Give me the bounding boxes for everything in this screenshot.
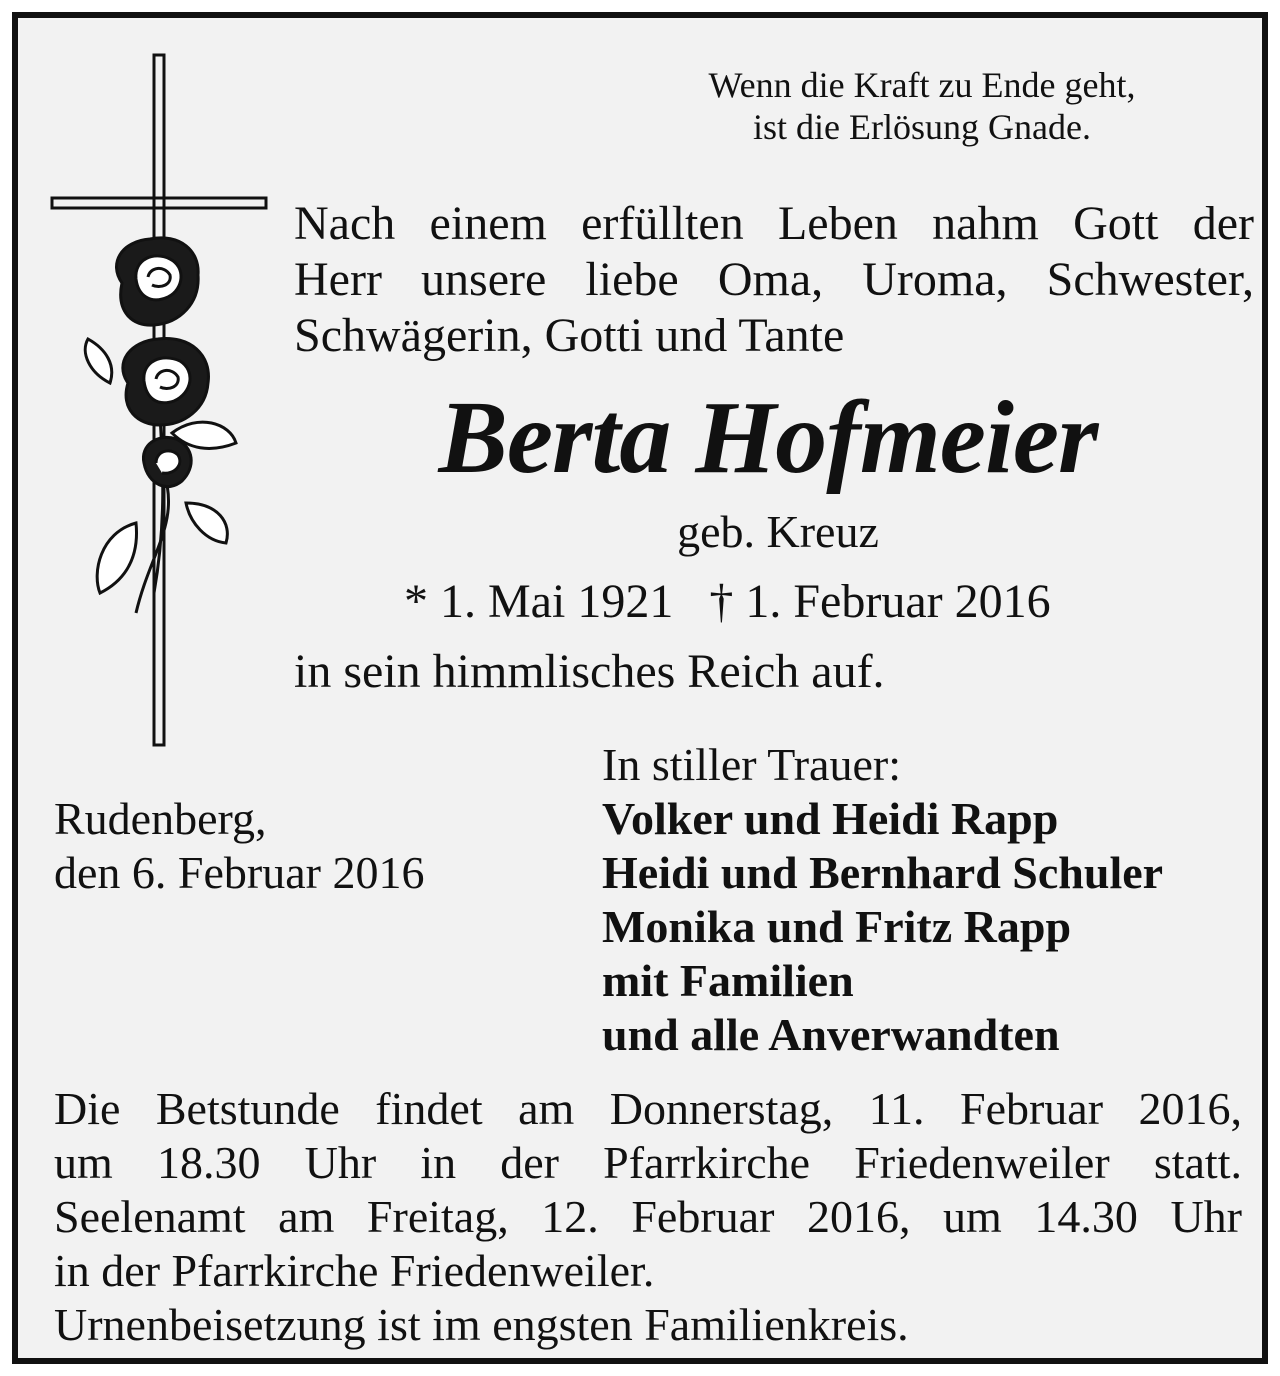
mourner-name: und alle Anverwandten (602, 1009, 1060, 1060)
mourners-heading: In stiller Trauer: (602, 739, 901, 790)
motto (642, 64, 1202, 148)
date-line: den 6. Februar 2016 (54, 847, 425, 898)
service-line: in der Pfarrkirche Friedenweiler. (54, 1245, 655, 1296)
intro-line: Nach einem erfüllten Leben nahm Gott der (294, 197, 1254, 250)
mourner-name: Volker und Heidi Rapp (602, 793, 1059, 844)
place-line: Rudenberg, (54, 793, 267, 844)
intro-line: Herr unsere liebe Oma, Uroma, Schwester, (294, 253, 1254, 306)
mourner-name: mit Familien (602, 955, 854, 1006)
intro-text (294, 196, 1254, 364)
birth-date: * 1. Mai 1921 (404, 575, 674, 628)
service-line: Urnenbeisetzung ist im engsten Familienkreis. (54, 1299, 909, 1350)
cross-with-roses-icon (50, 53, 290, 753)
birth-name: geb. Kreuz (677, 506, 879, 557)
death-date: † 1. Februar 2016 (709, 575, 1051, 628)
motto-line: Wenn die Kraft zu Ende geht, (708, 65, 1136, 105)
intro-line: Schwägerin, Gotti und Tante (294, 309, 845, 362)
mourner-name: Heidi und Bernhard Schuler (602, 847, 1164, 898)
service-info (54, 1082, 1242, 1352)
service-line: um 18.30 Uhr in der Pfarrkirche Friedenweiler statt. (54, 1137, 1242, 1188)
place-and-date (54, 792, 424, 900)
rose-icon (85, 238, 236, 613)
outro-text: in sein himmlisches Reich auf. (294, 645, 885, 698)
mourners-block (602, 738, 1163, 1062)
deceased-name: Berta Hofmeier (438, 380, 1098, 495)
motto-line: ist die Erlösung Gnade. (753, 107, 1091, 147)
obituary-notice (12, 12, 1268, 1364)
service-line: Die Betstunde findet am Donnerstag, 11. Februar 2016, (54, 1083, 1242, 1134)
life-dates (404, 574, 1051, 630)
service-line: Seelenamt am Freitag, 12. Februar 2016, um 14.30 Uhr (54, 1191, 1242, 1242)
mourner-name: Monika und Fritz Rapp (602, 901, 1072, 952)
